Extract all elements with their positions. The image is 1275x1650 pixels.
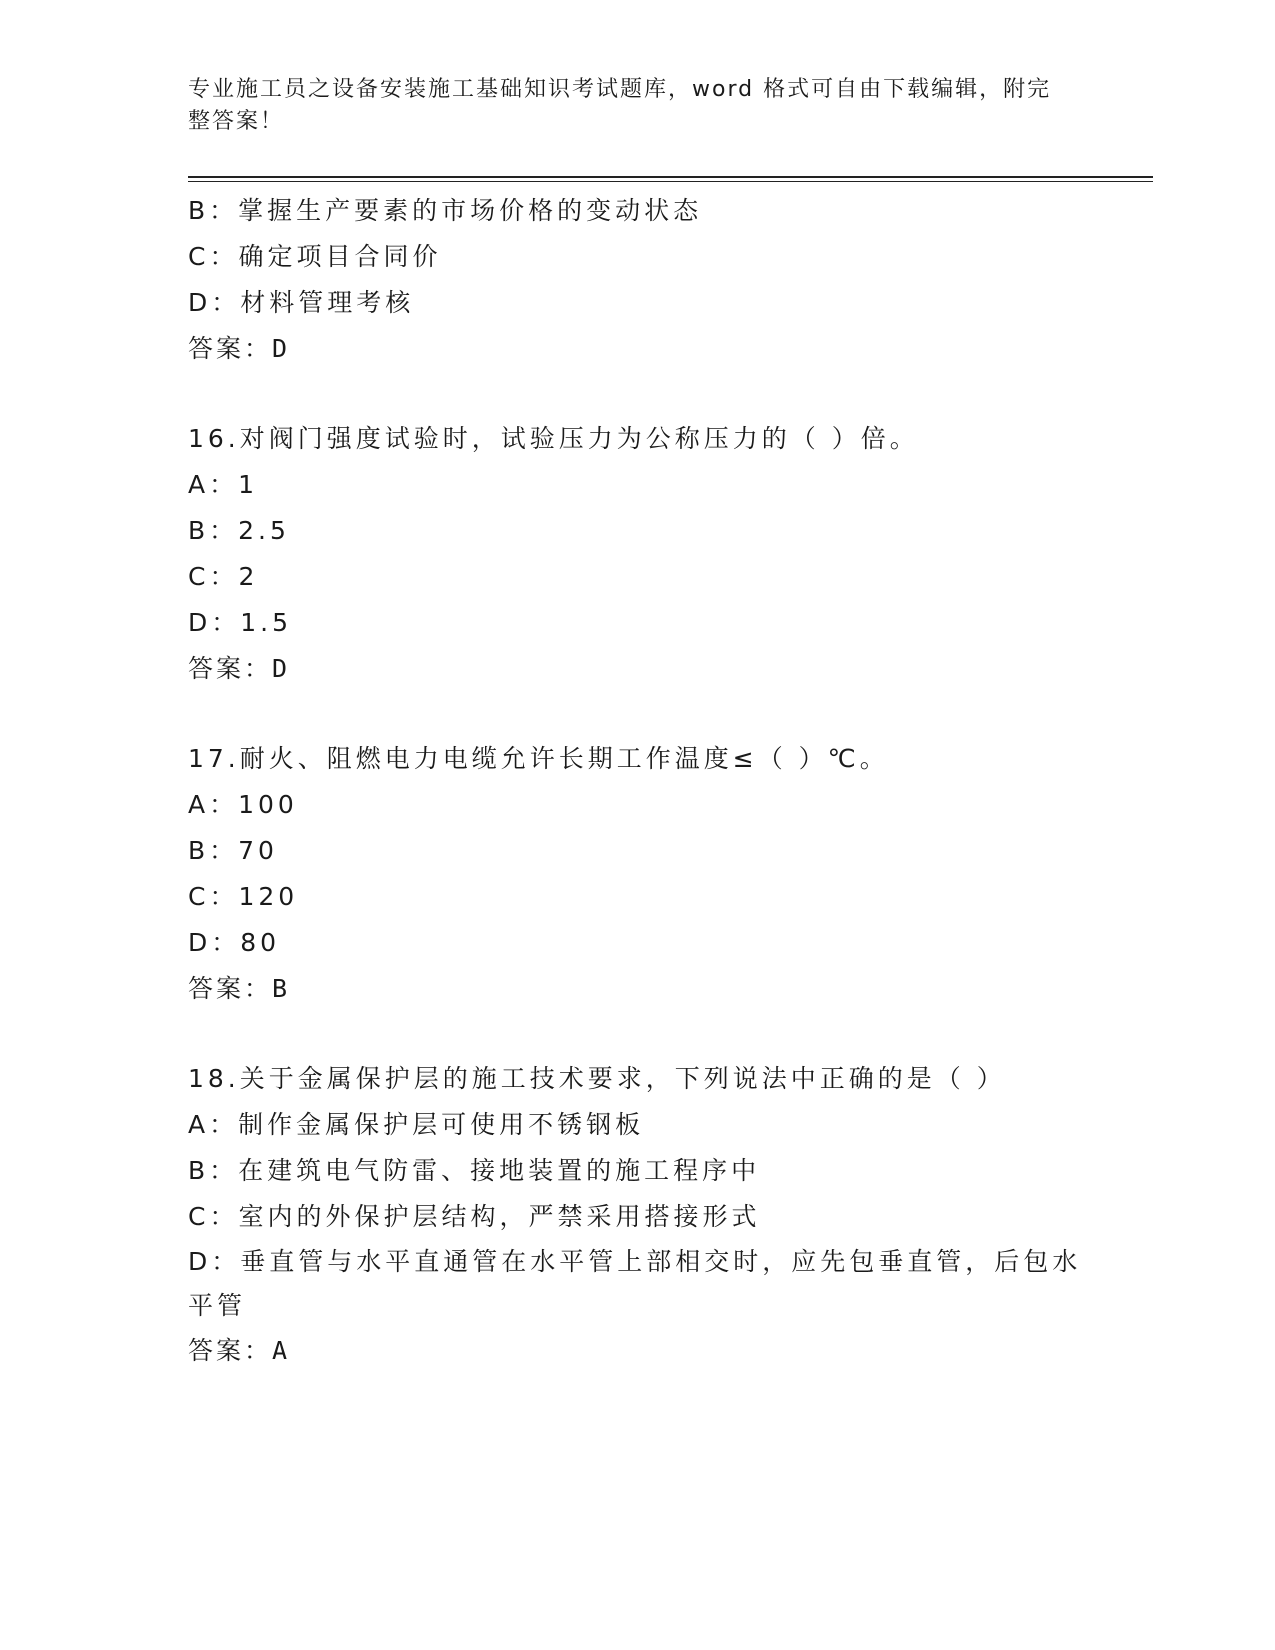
option-c: C：室内的外保护层结构，严禁采用搭接形式 [188,1202,761,1231]
answer-label: 答案： [188,1336,273,1365]
continued-question [188,188,1088,372]
option-d: D：材料管理考核 [188,288,415,317]
answer-value: D [272,334,291,363]
document-header: 专业施工员之设备安装施工基础知识考试题库，word 格式可自由下载编辑，附完整答案！ [188,77,1052,134]
question-stem: 17.耐火、阻燃电力电缆允许长期工作温度≤（ ）℃。 [188,744,889,773]
question-stem: 16.对阀门强度试验时，试验压力为公称压力的（ ）倍。 [188,424,919,453]
answer-line [188,646,1088,692]
header-divider-thick [188,176,1153,178]
answer-label: 答案： [188,654,273,683]
option-a: A：1 [188,470,259,499]
answer-line [188,326,1088,372]
option-b: B：掌握生产要素的市场价格的变动状态 [188,196,703,225]
answer-label: 答案： [188,974,273,1003]
answer-value: A [272,1336,291,1365]
option-c: C：2 [188,562,259,591]
option-d: D：80 [188,928,281,957]
option-b: B：在建筑电气防雷、接地装置的施工程序中 [188,1156,761,1185]
question-17 [188,736,1088,1012]
question-stem: 18.关于金属保护层的施工技术要求，下列说法中正确的是（ ） [188,1064,1006,1093]
option-a: A：制作金属保护层可使用不锈钢板 [188,1110,645,1139]
answer-value: B [272,974,291,1003]
answer-line [188,966,1088,1012]
option-d: D：1.5 [188,608,293,637]
option-c: C：120 [188,882,299,911]
answer-value: D [272,654,291,683]
option-d: D：垂直管与水平直通管在水平管上部相交时，应先包垂直管，后包水平管 [188,1247,1082,1320]
answer-label: 答案： [188,334,273,363]
answer-line [188,1328,1088,1374]
question-16 [188,416,1088,692]
option-b: B：70 [188,836,278,865]
option-a: A：100 [188,790,298,819]
question-list [188,188,1088,1374]
header-divider-thin [188,181,1153,182]
question-18 [188,1056,1088,1374]
option-c: C：确定项目合同价 [188,242,442,271]
option-b: B：2.5 [188,516,290,545]
